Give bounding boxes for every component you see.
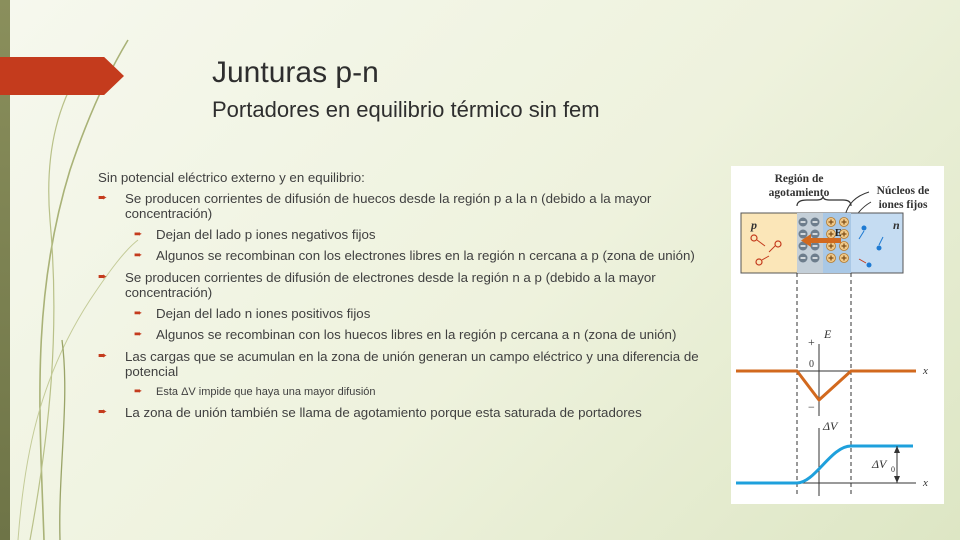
potential-axis-label: ΔV	[823, 419, 838, 433]
bullet-2-sub-2: ➨ Algunos se recombinan con los huecos libres en la región p cercana a n (zona de unión)	[98, 327, 708, 343]
zero-label: 0	[809, 359, 814, 370]
x-axis-label-2: x	[923, 477, 928, 489]
field-label: E	[835, 228, 842, 239]
electron	[877, 246, 882, 251]
plus-sign: +	[808, 335, 815, 349]
nuclei-label-line2: iones fijos	[878, 199, 928, 211]
dv0-arrow-bottom	[894, 476, 900, 483]
field-curve	[736, 371, 916, 400]
bullet-2-sub-1: ➨ Dejan del lado n iones positivos fijos	[98, 306, 708, 322]
slide-subtitle: Portadores en equilibrio térmico sin fem	[212, 97, 600, 122]
title-arrow-tab	[0, 57, 124, 95]
bullet-1-sub-2: ➨ Algunos se recombinan con los electrones libres en la región n cercana a p (zona de unión)	[98, 248, 708, 264]
region-label-line1: Región de	[774, 173, 824, 185]
x-axis-label-1: x	[923, 365, 928, 377]
nuclei-label-line1: Núcleos de	[876, 185, 930, 197]
pn-junction-diagram	[731, 166, 944, 504]
electron	[862, 226, 867, 231]
p-label: p	[751, 218, 757, 232]
dv0-subscript: 0	[891, 465, 895, 474]
bullet-2: ➨ Se producen corrientes de difusión de electrones desde la región n a p (debido a la mayor concentración)	[98, 270, 708, 301]
minus-sign: −	[808, 400, 815, 414]
bullet-4: ➨ La zona de unión también se llama de agotamiento porque esta saturada de portadores	[98, 405, 708, 421]
field-axis-label: E	[824, 327, 832, 341]
bullet-3: ➨ Las cargas que se acumulan en la zona de unión generan un campo eléctrico y una diferencia de potencial	[98, 349, 708, 380]
bullet-1: ➨ Se producen corrientes de difusión de huecos desde la región p a la n (debido a la mayor concentración)	[98, 191, 708, 222]
dv0-label: ΔV	[872, 457, 887, 471]
electron	[867, 263, 872, 268]
nuclei-pointer-1	[845, 192, 869, 216]
n-label: n	[893, 218, 900, 232]
potential-curve	[736, 446, 913, 483]
slide-body	[98, 170, 708, 425]
bullet-1-sub-1: ➨ Dejan del lado p iones negativos fijos	[98, 227, 708, 243]
pn-junction-figure	[731, 166, 944, 504]
slide-title: Junturas p-n	[212, 56, 379, 89]
bullet-3-sub-1: ➨ Esta ΔV impide que haya una mayor difusión	[98, 385, 708, 399]
region-label-line2: agotamiento	[768, 187, 830, 199]
lead-text: Sin potencial eléctrico externo y en equilibrio:	[98, 170, 365, 185]
